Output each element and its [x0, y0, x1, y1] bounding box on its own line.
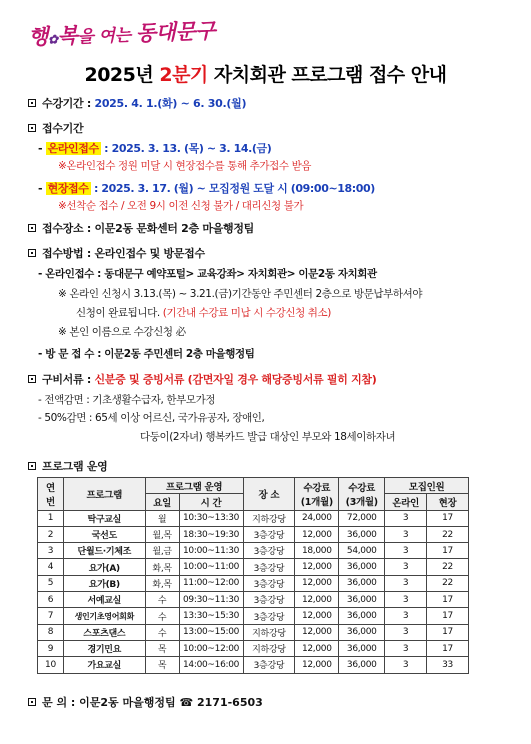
cell-fee-1m: 12,000 — [295, 640, 339, 656]
cell-no: 3 — [38, 543, 64, 559]
cell-day: 월,금 — [145, 543, 179, 559]
online-reception-line — [38, 140, 271, 156]
cell-time: 09:30~11:30 — [179, 592, 243, 608]
cell-onsite: 17 — [427, 624, 469, 640]
place-text: 접수장소 : 이문2동 문화센터 2층 마을행정팀 — [42, 222, 254, 235]
square-bullet-icon — [28, 249, 36, 257]
onsite-reception-line — [38, 180, 375, 196]
cell-no: 10 — [38, 657, 64, 673]
cell-no: 8 — [38, 624, 64, 640]
cell-online: 3 — [385, 592, 427, 608]
cell-online: 3 — [385, 640, 427, 656]
reception-section — [28, 120, 83, 136]
cell-online: 3 — [385, 608, 427, 624]
method-online-note-3: ※ 본인 이름으로 수강신청 必 — [58, 326, 186, 338]
table-row — [38, 624, 469, 640]
title-quarter: 2분기 — [159, 64, 208, 86]
title-rest: 자치회관 프로그램 접수 안내 — [207, 64, 447, 86]
reception-label: 접수기간 — [42, 122, 84, 135]
cell-name: 국선도 — [63, 526, 145, 542]
square-bullet-icon — [28, 99, 36, 107]
online-reception-tag: 온라인접수 — [47, 142, 99, 155]
cell-onsite: 33 — [427, 657, 469, 673]
cell-day: 수 — [145, 608, 179, 624]
header-fee-3m-a: 수강료 — [348, 482, 376, 494]
header-fee-1m-b: (1개월) — [300, 496, 333, 508]
cell-fee-1m: 12,000 — [295, 526, 339, 542]
cell-onsite: 22 — [427, 559, 469, 575]
cell-time: 13:30~15:30 — [179, 608, 243, 624]
note-warning: (기간내 수강료 미납 시 수강신청 취소) — [162, 307, 331, 319]
cell-place: 3층강당 — [243, 543, 295, 559]
cell-onsite: 17 — [427, 608, 469, 624]
cell-no: 9 — [38, 640, 64, 656]
cell-fee-1m: 12,000 — [295, 592, 339, 608]
cell-name: 요가(A) — [63, 559, 145, 575]
docs-value: 신분증 및 증빙서류 (감면자일 경우 해당증빙서류 필히 지참) — [94, 373, 377, 386]
table-row — [38, 510, 469, 526]
header-fee-3m — [339, 478, 385, 511]
place-section — [28, 220, 254, 236]
method-text: 접수방법 : 온라인접수 및 방문접수 — [42, 247, 205, 260]
onsite-reception-dates: : 2025. 3. 17. (월) ~ 모집정원 도달 시 (09:00~18:00) — [90, 182, 375, 195]
method-online-note-2 — [76, 305, 331, 320]
cell-fee-3m: 36,000 — [339, 624, 385, 640]
cell-no: 2 — [38, 526, 64, 542]
period-section — [28, 95, 246, 111]
cell-time: 13:00~15:00 — [179, 624, 243, 640]
table-header-row — [38, 478, 469, 494]
cell-online: 3 — [385, 624, 427, 640]
online-reception-dates: : 2025. 3. 13. (목) ~ 3. 14.(금) — [100, 142, 272, 155]
method-online: - 온라인접수 : 동대문구 예약포털> 교육강좌> 자치회관> 이문2동 자치회관 — [38, 268, 377, 280]
district-logo — [28, 15, 216, 52]
onsite-reception-tag: 현장접수 — [47, 182, 89, 195]
square-bullet-icon — [28, 124, 36, 132]
cell-time: 10:00~11:00 — [179, 559, 243, 575]
cell-fee-3m: 36,000 — [339, 526, 385, 542]
onsite-reception-note: ※선착순 접수 / 오전 9시 이전 신청 불가 / 대리신청 불가 — [58, 200, 304, 212]
logo-char-1: 행 — [27, 23, 49, 50]
cell-online: 3 — [385, 526, 427, 542]
header-onsite: 현장 — [427, 494, 469, 510]
title-year: 2025년 — [84, 64, 160, 86]
cell-day: 수 — [145, 592, 179, 608]
cell-day: 목 — [145, 640, 179, 656]
header-day: 요일 — [145, 494, 179, 510]
header-operation: 프로그램 운영 — [145, 478, 243, 494]
program-table — [37, 477, 469, 674]
square-bullet-icon — [28, 462, 36, 470]
flower-icon: ✿ — [47, 32, 58, 47]
table-row — [38, 575, 469, 591]
cell-name: 경기민요 — [63, 640, 145, 656]
cell-no: 5 — [38, 575, 64, 591]
cell-onsite: 17 — [427, 592, 469, 608]
cell-day: 화,목 — [145, 575, 179, 591]
docs-section — [28, 371, 376, 387]
table-row — [38, 526, 469, 542]
cell-place: 3층강당 — [243, 575, 295, 591]
header-fee-3m-b: (3개월) — [345, 496, 378, 508]
cell-time: 10:30~13:30 — [179, 510, 243, 526]
logo-text-middle: 을 여는 — [76, 25, 137, 48]
square-bullet-icon — [28, 375, 36, 383]
logo-char-2: 복 — [56, 22, 78, 49]
docs-half-discount-1: - 50%감면 : 65세 이상 어르신, 국가유공자, 장애인, — [38, 412, 265, 424]
cell-time: 10:00~12:00 — [179, 640, 243, 656]
program-label: 프로그램 운영 — [42, 460, 108, 473]
docs-full-discount: - 전액감면 : 기초생활수급자, 한부모가정 — [38, 394, 216, 406]
header-fee-1m — [295, 478, 339, 511]
cell-onsite: 22 — [427, 575, 469, 591]
cell-online: 3 — [385, 657, 427, 673]
cell-fee-3m: 54,000 — [339, 543, 385, 559]
header-online: 온라인 — [385, 494, 427, 510]
cell-time: 14:00~16:00 — [179, 657, 243, 673]
cell-fee-1m: 24,000 — [295, 510, 339, 526]
cell-name: 단월드·기체조 — [63, 543, 145, 559]
header-place: 장 소 — [243, 478, 295, 511]
cell-fee-3m: 72,000 — [339, 510, 385, 526]
cell-day: 월,목 — [145, 526, 179, 542]
method-visit: - 방 문 접 수 : 이문2동 주민센터 2층 마을행정팀 — [38, 348, 255, 360]
period-value: 2025. 4. 1.(화) ~ 6. 30.(월) — [94, 97, 247, 110]
cell-fee-1m: 12,000 — [295, 608, 339, 624]
cell-place: 3층강당 — [243, 608, 295, 624]
table-row — [38, 592, 469, 608]
cell-place: 3층강당 — [243, 526, 295, 542]
cell-online: 3 — [385, 575, 427, 591]
contact-text: 문 의 : 이문2동 마을행정팀 ☎ 2171-6503 — [42, 696, 263, 709]
cell-fee-3m: 36,000 — [339, 575, 385, 591]
cell-fee-1m: 12,000 — [295, 624, 339, 640]
cell-online: 3 — [385, 559, 427, 575]
cell-name: 요가(B) — [63, 575, 145, 591]
table-row — [38, 640, 469, 656]
cell-time: 10:00~11:30 — [179, 543, 243, 559]
cell-name: 스포츠댄스 — [63, 624, 145, 640]
period-label: 수강기간 : — [42, 97, 95, 110]
cell-online: 3 — [385, 543, 427, 559]
table-row — [38, 559, 469, 575]
cell-day: 화,목 — [145, 559, 179, 575]
header-recruit: 모집인원 — [385, 478, 469, 494]
cell-no: 7 — [38, 608, 64, 624]
contact-section — [28, 694, 263, 710]
cell-name: 탁구교실 — [63, 510, 145, 526]
cell-no: 4 — [38, 559, 64, 575]
docs-label: 구비서류 : — [42, 373, 95, 386]
cell-time: 18:30~19:30 — [179, 526, 243, 542]
note-text: 신청이 완료됩니다. — [76, 307, 163, 319]
cell-place: 지하강당 — [243, 624, 295, 640]
header-no-2: 번 — [46, 496, 55, 508]
cell-day: 목 — [145, 657, 179, 673]
cell-day: 월 — [145, 510, 179, 526]
cell-day: 수 — [145, 624, 179, 640]
cell-place: 지하강당 — [243, 510, 295, 526]
method-online-note-1: ※ 온라인 신청시 3.13.(목) ~ 3.21.(금)기간동안 주민센터 2층으로 방문납부하셔야 — [58, 288, 423, 300]
cell-place: 3층강당 — [243, 592, 295, 608]
cell-fee-1m: 12,000 — [295, 657, 339, 673]
cell-fee-3m: 36,000 — [339, 592, 385, 608]
page-title — [0, 60, 531, 87]
cell-onsite: 17 — [427, 640, 469, 656]
docs-half-discount-2: 다둥이(2자녀) 행복카드 발급 대상인 부모와 18세이하자녀 — [140, 431, 396, 443]
cell-name: 생인기초영어회화 — [63, 608, 145, 624]
dash: - — [38, 182, 46, 195]
cell-place: 3층강당 — [243, 559, 295, 575]
cell-onsite: 17 — [427, 543, 469, 559]
cell-fee-3m: 36,000 — [339, 657, 385, 673]
table-row — [38, 543, 469, 559]
cell-fee-1m: 18,000 — [295, 543, 339, 559]
cell-name: 서예교실 — [63, 592, 145, 608]
header-name: 프로그램 — [63, 478, 145, 511]
dash: - — [38, 142, 46, 155]
header-fee-1m-a: 수강료 — [303, 482, 331, 494]
method-section — [28, 245, 205, 261]
cell-fee-3m: 36,000 — [339, 608, 385, 624]
cell-place: 지하강당 — [243, 640, 295, 656]
header-no — [38, 478, 64, 511]
cell-name: 가요교실 — [63, 657, 145, 673]
cell-no: 6 — [38, 592, 64, 608]
cell-online: 3 — [385, 510, 427, 526]
cell-fee-1m: 12,000 — [295, 575, 339, 591]
cell-time: 11:00~12:00 — [179, 575, 243, 591]
cell-place: 3층강당 — [243, 657, 295, 673]
cell-no: 1 — [38, 510, 64, 526]
cell-fee-1m: 12,000 — [295, 559, 339, 575]
header-time: 시 간 — [179, 494, 243, 510]
table-row — [38, 657, 469, 673]
cell-fee-3m: 36,000 — [339, 559, 385, 575]
table-row — [38, 608, 469, 624]
header-no-1: 연 — [46, 482, 55, 494]
square-bullet-icon — [28, 698, 36, 706]
logo-district-name: 동대문구 — [135, 17, 216, 46]
online-reception-note: ※온라인접수 정원 미달 시 현장접수를 통해 추가접수 받음 — [58, 160, 312, 172]
cell-onsite: 17 — [427, 510, 469, 526]
program-section — [28, 458, 108, 474]
cell-fee-3m: 36,000 — [339, 640, 385, 656]
square-bullet-icon — [28, 224, 36, 232]
cell-onsite: 22 — [427, 526, 469, 542]
